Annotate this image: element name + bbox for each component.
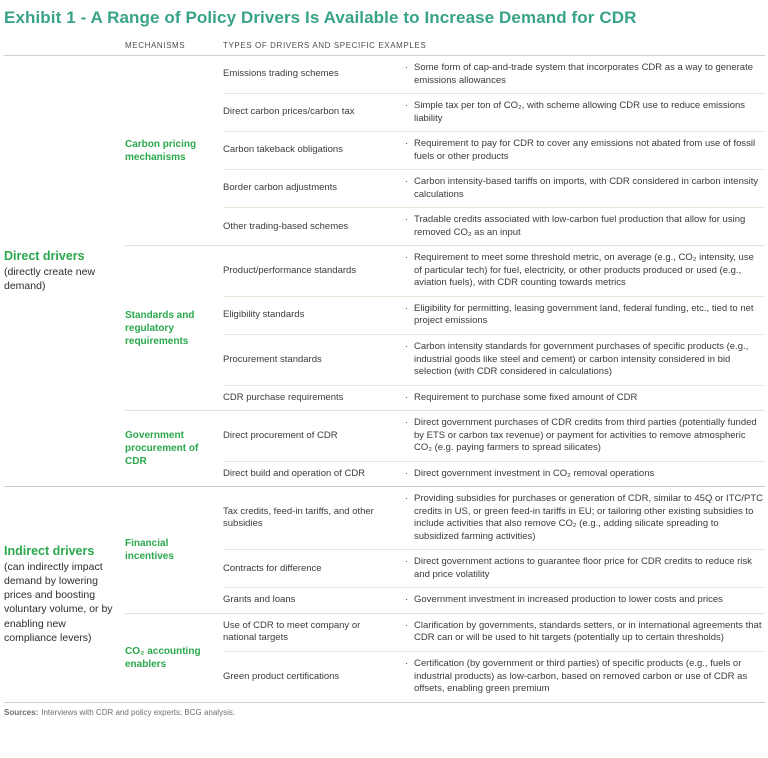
table-row <box>223 549 765 587</box>
mechanism-label: Government procurement of CDR <box>125 430 199 468</box>
driver-type: Eligibility standards <box>223 309 305 321</box>
mechanism-group-co2-accounting <box>125 613 765 702</box>
driver-label: Direct drivers <box>4 248 85 263</box>
driver-type: Contracts for difference <box>223 562 322 574</box>
mechanism-label: Carbon pricing mechanisms <box>125 138 197 163</box>
column-header-spacer <box>4 41 125 50</box>
table-row <box>223 411 765 461</box>
example-text: Requirement to meet some threshold metric, on average (e.g., CO₂ intensity, use of particular tech) for fuel, electricity, or other products produced or used (e.g., aviation fuels), with CDR counting towards metrics <box>414 252 754 289</box>
example-text: Clarification by governments, standards setters, or in international agreements that CDR can or will be used to hit targets (potentially up to certain thresholds) <box>414 619 762 644</box>
mechanism-group-carbon-pricing <box>125 56 765 245</box>
example-text: Carbon intensity-based tariffs on imports, with CDR considered in carbon intensity calculations <box>414 176 759 200</box>
sources-label: Sources: <box>4 707 39 717</box>
bullet-icon: · <box>405 493 409 505</box>
example-text: Requirement to purchase some fixed amount of CDR <box>414 391 638 403</box>
driver-type: Emissions trading schemes <box>223 68 339 80</box>
driver-group-direct <box>4 56 765 486</box>
sources-text: Interviews with CDR and policy experts; BCG analysis. <box>41 707 236 717</box>
example-text: Direct government purchases of CDR credits from third parties (potentially funded by ETS or carbon tax revenue) or payment for activities to remove atmospheric CO₂ (e.g. paying farmers to spread silicates) <box>414 417 757 454</box>
example-text: Direct government actions to guarantee floor price for CDR credits to reduce risk and price volatility <box>414 556 752 580</box>
mechanism-group-standards <box>125 245 765 410</box>
example-text: Carbon intensity standards for government purchases of specific products (e.g., industrial goods like steel and cement) or carbon intensity considered in bid selection (with CDR considered in calculations) <box>414 340 749 378</box>
driver-sublabel: (directly create new demand) <box>4 265 96 293</box>
example-text: Some form of cap-and-trade system that incorporates CDR as a way to generate emissions allowances <box>414 62 753 86</box>
mechanism-rows <box>223 614 765 702</box>
mechanism-rows <box>223 411 765 486</box>
driver-group-content <box>125 487 765 701</box>
bullet-icon: · <box>405 417 409 429</box>
mechanism-label: CO₂ accounting enablers <box>125 645 201 670</box>
example-cell <box>405 556 765 581</box>
driver-type: Direct build and operation of CDR <box>223 467 366 479</box>
example-cell <box>405 252 765 290</box>
driver-type: Carbon takeback obligations <box>223 144 343 156</box>
column-header-types: TYPES OF DRIVERS AND SPECIFIC EXAMPLES <box>223 41 427 50</box>
bullet-icon: · <box>405 302 409 314</box>
driver-label-cell <box>4 56 125 486</box>
driver-type: Border carbon adjustments <box>223 182 338 194</box>
example-text: Direct government investment in CO₂ removal operations <box>414 467 655 479</box>
table-row <box>223 385 765 411</box>
driver-type: Direct carbon prices/carbon tax <box>223 106 355 118</box>
example-text: Simple tax per ton of CO₂, with scheme allowing CDR use to reduce emissions liability <box>414 100 746 124</box>
table-row <box>223 587 765 613</box>
column-header-mechanisms: MECHANISMS <box>125 41 186 50</box>
bullet-icon: · <box>405 391 409 403</box>
bullet-icon: · <box>405 62 409 73</box>
driver-label: Indirect drivers <box>4 543 95 558</box>
driver-group-content <box>125 56 765 486</box>
mechanism-label: Financial incentives <box>125 538 174 563</box>
driver-type: Green product certifications <box>223 670 340 682</box>
example-text: Tradable credits associated with low-carbon fuel production that allow for using removed CO₂ as an input <box>414 214 746 238</box>
bullet-icon: · <box>405 658 409 669</box>
driver-type: Product/performance standards <box>223 264 357 276</box>
example-text: Requirement to pay for CDR to cover any emissions not abated from use of fossil fuels or other products <box>414 138 756 162</box>
driver-type: Procurement standards <box>223 353 322 365</box>
bullet-icon: · <box>405 252 409 264</box>
table-row <box>223 169 765 207</box>
table-row <box>223 56 765 93</box>
example-text: Certification (by government or third parties) of specific products (e.g., fuels or industrial products) as low-carbon, based on removed carbon or use of CDR as offsets, enabling green premium <box>414 658 748 695</box>
table-row <box>223 487 765 549</box>
bullet-icon: · <box>405 176 409 188</box>
table-row <box>223 246 765 296</box>
bullet-icon: · <box>405 340 409 352</box>
mechanism-group-financial-incentives <box>125 487 765 613</box>
bullet-icon: · <box>405 467 409 479</box>
mechanism-label: Standards and regulatory requirements <box>125 309 195 347</box>
example-cell <box>405 214 765 239</box>
mechanism-group-gov-procurement <box>125 410 765 486</box>
table-row <box>223 131 765 169</box>
bullet-icon: · <box>405 100 409 112</box>
table-row <box>223 614 765 651</box>
policy-drivers-table <box>4 56 765 702</box>
driver-type: Other trading-based schemes <box>223 220 349 232</box>
mechanism-rows <box>223 246 765 410</box>
mechanism-rows <box>223 56 765 245</box>
example-text: Providing subsidies for purchases or generation of CDR, similar to 45Q or ITC/PTC credits in US, or green feed-in tariffs in EU; or tailoring other existing subsidies to include activities that also remove CO₂ (e.g., adding silicate spreading to subsidized farming activities) <box>414 493 763 542</box>
bullet-icon: · <box>405 214 409 226</box>
page-title: Exhibit 1 - A Range of Policy Drivers Is Available to Increase Demand for CDR <box>4 8 637 27</box>
example-cell <box>405 341 765 379</box>
driver-type: Grants and loans <box>223 594 296 606</box>
example-cell <box>405 62 765 87</box>
bullet-icon: · <box>405 594 409 606</box>
example-cell <box>405 138 765 163</box>
table-row <box>223 207 765 245</box>
example-text: Eligibility for permitting, leasing government land, federal funding, etc., tied to net project emissions <box>414 302 754 327</box>
table-row <box>223 651 765 702</box>
table-row <box>223 461 765 487</box>
driver-sublabel: (can indirectly impact demand by lowering prices and boosting voluntary volume, or by enabling new compliance levers) <box>4 560 113 644</box>
example-cell <box>405 176 765 201</box>
driver-label-cell <box>4 487 125 701</box>
example-cell <box>405 594 765 607</box>
driver-type: Use of CDR to meet company or national targets <box>223 619 361 644</box>
example-cell <box>405 468 765 481</box>
driver-group-indirect <box>4 486 765 701</box>
bullet-icon: · <box>405 556 409 568</box>
sources-note <box>4 702 765 717</box>
example-cell <box>405 658 765 696</box>
column-headers <box>4 41 765 56</box>
example-cell <box>405 493 765 543</box>
example-cell <box>405 303 765 328</box>
mechanism-rows <box>223 487 765 613</box>
table-row <box>223 334 765 385</box>
table-row <box>223 296 765 334</box>
driver-type: Direct procurement of CDR <box>223 429 338 441</box>
example-cell <box>405 100 765 125</box>
driver-type: CDR purchase requirements <box>223 391 344 403</box>
example-cell <box>405 392 765 405</box>
example-cell <box>405 620 765 645</box>
example-text: Government investment in increased production to lower costs and prices <box>414 594 723 606</box>
table-row <box>223 93 765 131</box>
example-cell <box>405 417 765 455</box>
bullet-icon: · <box>405 619 409 631</box>
bullet-icon: · <box>405 138 409 150</box>
driver-type: Tax credits, feed-in tariffs, and other subsidies <box>223 505 374 530</box>
